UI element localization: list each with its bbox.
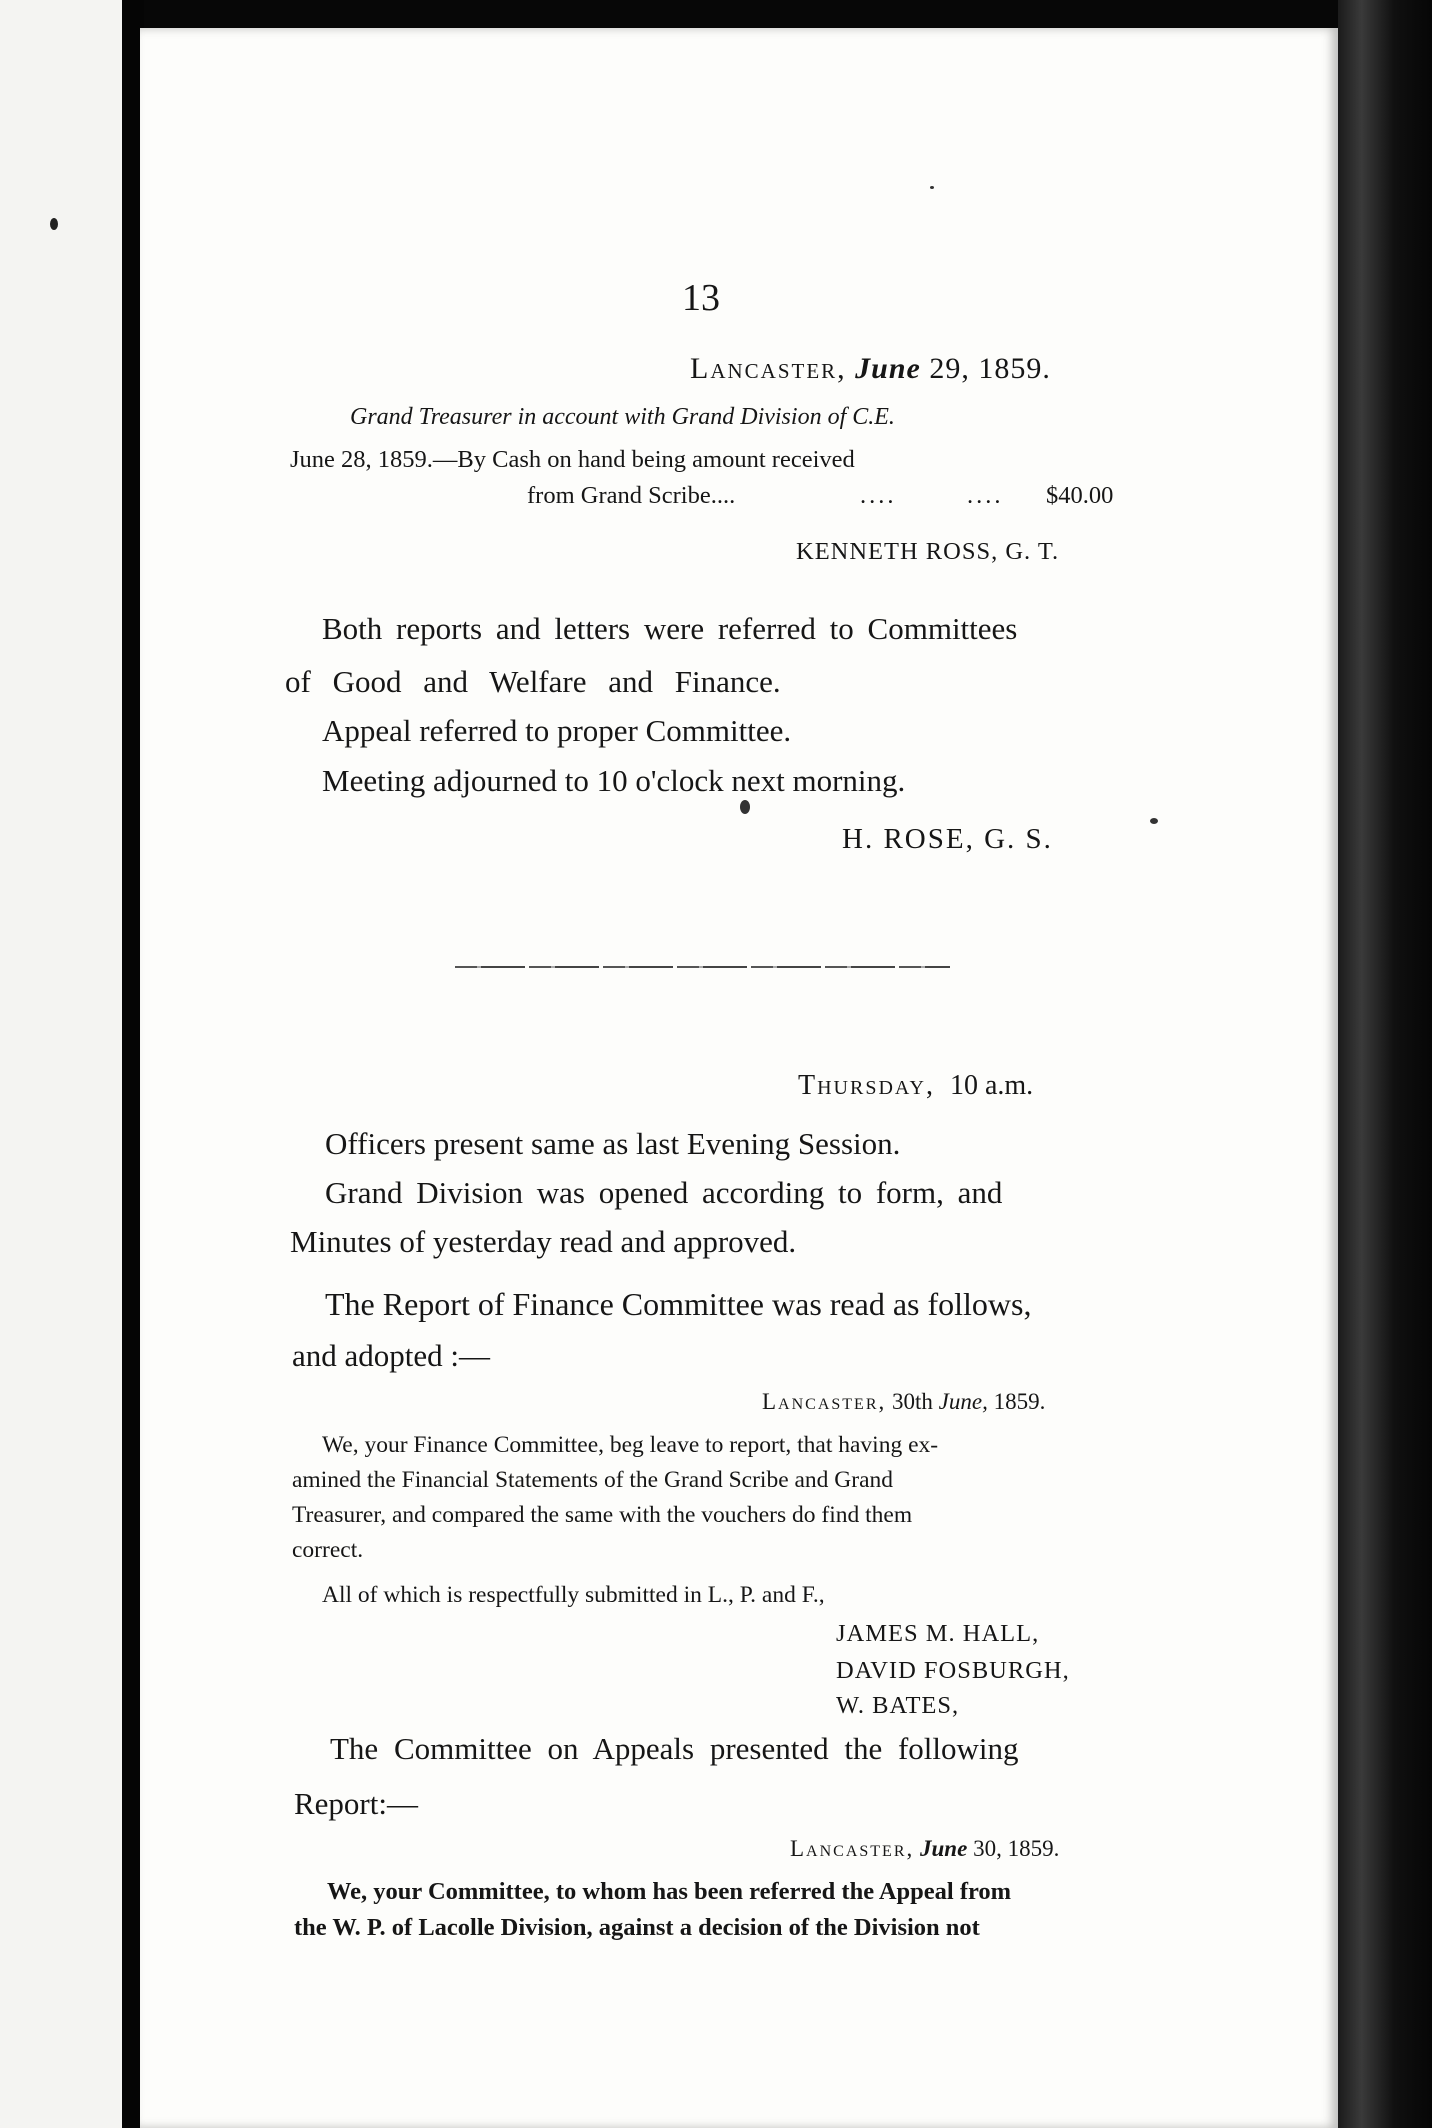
account-entry-line-2 xyxy=(527,482,735,510)
page-number: 13 xyxy=(682,277,720,319)
ink-spot xyxy=(50,218,58,230)
treasurer-signature: KENNETH ROSS, G. T. xyxy=(796,538,1060,565)
dateline-day: 29, 1859. xyxy=(929,352,1051,385)
appeals-dateline-place: Lancaster, xyxy=(790,1836,915,1861)
appeals-dateline-month: June xyxy=(920,1836,968,1861)
finance-report-line-3: Treasurer, and compared the same with the vouchers do find them xyxy=(292,1502,913,1528)
dateline-june-29 xyxy=(690,352,1051,386)
appeals-dateline-rest: 30, 1859. xyxy=(973,1836,1060,1861)
paragraph-referred-line-2: of Good and Welfare and Finance. xyxy=(285,664,781,699)
report-dateline-month: June, xyxy=(938,1389,988,1414)
signer-1: JAMES M. HALL, xyxy=(836,1620,1040,1647)
leader-dots-2: .... xyxy=(967,482,1004,509)
scan-top-border xyxy=(0,0,1432,30)
paragraph-appeals-line-1: The Committee on Appeals presented the following xyxy=(330,1731,1019,1766)
finance-report-dateline xyxy=(762,1389,1045,1415)
report-dateline-place: Lancaster, xyxy=(762,1389,887,1414)
report-dateline-year: 1859. xyxy=(993,1389,1046,1414)
paragraph-appeals-line-2: Report:— xyxy=(294,1786,418,1821)
paragraph-officers: Officers present same as last Evening Session. xyxy=(325,1126,901,1161)
thursday-heading xyxy=(798,1070,1033,1102)
heading-time: 10 a.m. xyxy=(949,1070,1034,1101)
appeals-report-line-2: the W. P. of Lacolle Division, against a decision of the Division not xyxy=(294,1914,980,1941)
account-entry-line-1: June 28, 1859.—By Cash on hand being amount received xyxy=(290,446,855,473)
right-page-edge xyxy=(1338,0,1432,2128)
scan-speck xyxy=(1150,818,1158,824)
paragraph-referred-line-1: Both reports and letters were referred to Committees xyxy=(322,611,1018,646)
finance-report-line-2: amined the Financial Statements of the Grand Scribe and Grand xyxy=(292,1467,894,1493)
dateline-month: June xyxy=(855,352,921,385)
account-heading: Grand Treasurer in account with Grand Division of C.E. xyxy=(350,404,895,430)
report-dateline-day: 30th xyxy=(892,1389,933,1414)
finance-report-line-4: correct. xyxy=(292,1537,364,1563)
signer-3: W. BATES, xyxy=(836,1692,960,1719)
account-entry-source: from Grand Scribe.... xyxy=(527,482,736,509)
paragraph-finance-line-2: and adopted :— xyxy=(292,1338,491,1373)
paragraph-opened-line-2: Minutes of yesterday read and approved. xyxy=(290,1224,797,1259)
leader-dots-1: .... xyxy=(860,482,897,509)
appeals-report-dateline xyxy=(790,1836,1059,1862)
paragraph-adjourned: Meeting adjourned to 10 o'clock next morning. xyxy=(322,763,906,798)
section-divider xyxy=(455,966,950,968)
facing-page-edge xyxy=(0,0,138,2128)
appeals-report-line-1: We, your Committee, to whom has been referred the Appeal from xyxy=(327,1878,1012,1905)
scan-speck xyxy=(740,800,750,814)
heading-day: Thursday, xyxy=(798,1070,935,1101)
paragraph-appeal: Appeal referred to proper Committee. xyxy=(322,713,792,748)
finance-report-closing: All of which is respectfully submitted in L., P. and F., xyxy=(322,1582,825,1608)
dateline-place: Lancaster, xyxy=(690,352,847,385)
scribe-signature: H. ROSE, G. S. xyxy=(842,823,1053,855)
paragraph-finance-line-1: The Report of Finance Committee was read as follows, xyxy=(325,1286,1032,1322)
paragraph-opened-line-1: Grand Division was opened according to form, and xyxy=(325,1175,1003,1210)
signer-2: DAVID FOSBURGH, xyxy=(836,1657,1070,1684)
account-amount: $40.00 xyxy=(1046,482,1114,509)
scan-speck xyxy=(930,186,934,189)
finance-report-line-1: We, your Finance Committee, beg leave to report, that having ex- xyxy=(322,1432,939,1458)
